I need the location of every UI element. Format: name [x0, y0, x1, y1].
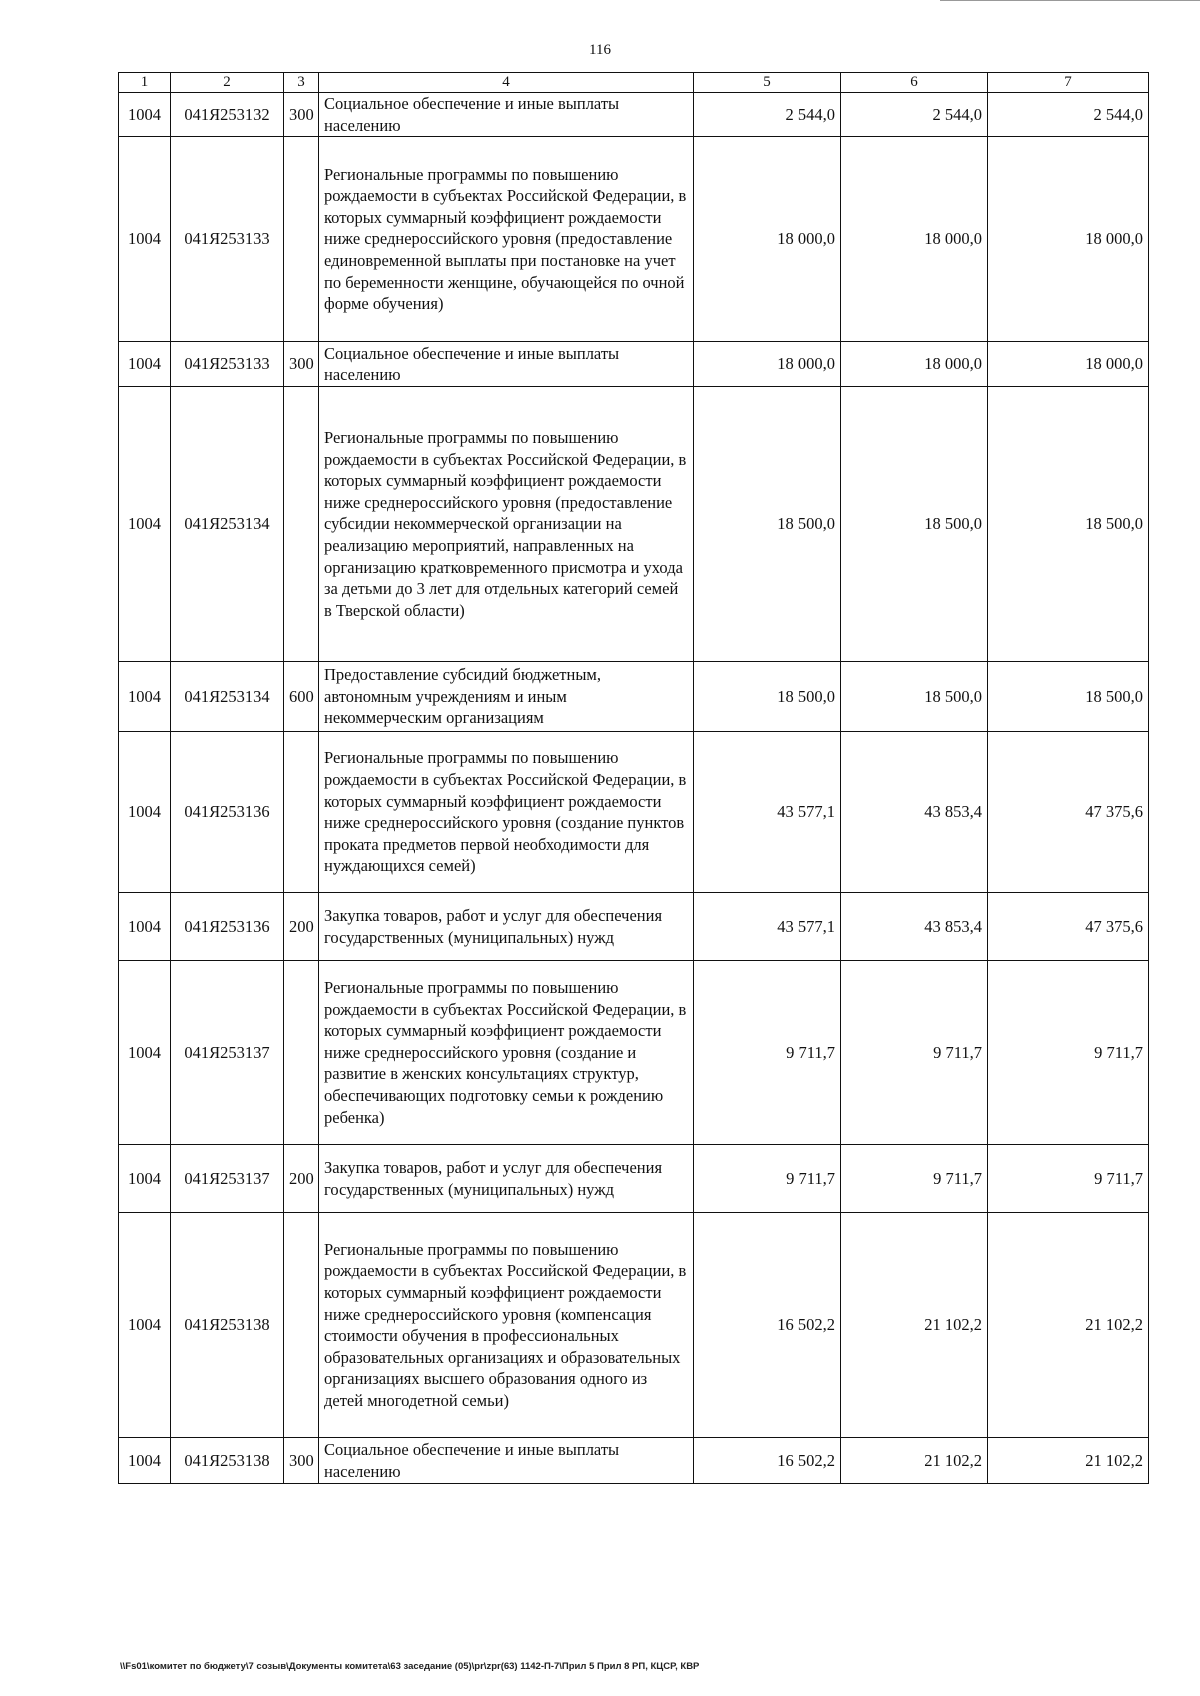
header-col-2: 2: [171, 73, 284, 93]
item-name: Закупка товаров, работ и услуг для обеспечения государственных (муниципальных) нужд: [319, 1145, 694, 1213]
item-name: Региональные программы по повышению рождаемости в субъектах Российской Федерации, в которых суммарный коэффициент рождаемости ниже среднероссийского уровня (компенсация стоимости обучения в профессиональных образовательных организациях и образовательных организациях высшего образования одного из детей многодетной семьи): [319, 1213, 694, 1438]
header-col-7: 7: [988, 73, 1149, 93]
section-code: 1004: [119, 961, 171, 1145]
amount-col-5: 18 000,0: [694, 342, 841, 387]
section-code: 1004: [119, 1145, 171, 1213]
expense-type-code: [284, 732, 319, 893]
amount-col-7: 18 500,0: [988, 387, 1149, 662]
amount-col-5: 18 500,0: [694, 662, 841, 732]
section-code: 1004: [119, 732, 171, 893]
amount-col-6: 43 853,4: [841, 893, 988, 961]
budget-table: [118, 72, 1149, 1484]
amount-col-6: 18 000,0: [841, 137, 988, 342]
item-name: Социальное обеспечение и иные выплаты населению: [319, 342, 694, 387]
item-name: Социальное обеспечение и иные выплаты населению: [319, 1438, 694, 1484]
table-row: [119, 893, 1149, 961]
amount-col-6: 21 102,2: [841, 1213, 988, 1438]
item-name: Региональные программы по повышению рождаемости в субъектах Российской Федерации, в которых суммарный коэффициент рождаемости ниже среднероссийского уровня (предоставление субсидии некоммерческой организации на реализацию мероприятий, направленных на организацию кратковременного присмотра и ухода за детьми до 3 лет для отдельных категорий семей в Тверской области): [319, 387, 694, 662]
header-col-1: 1: [119, 73, 171, 93]
amount-col-6: 43 853,4: [841, 732, 988, 893]
section-code: 1004: [119, 662, 171, 732]
header-col-3: 3: [284, 73, 319, 93]
target-article-code: 041Я253137: [171, 1145, 284, 1213]
target-article-code: 041Я253133: [171, 342, 284, 387]
target-article-code: 041Я253132: [171, 93, 284, 137]
target-article-code: 041Я253136: [171, 732, 284, 893]
amount-col-6: 2 544,0: [841, 93, 988, 137]
table-header: [119, 73, 1149, 93]
amount-col-7: 9 711,7: [988, 961, 1149, 1145]
section-code: 1004: [119, 387, 171, 662]
section-code: 1004: [119, 893, 171, 961]
footer-file-path: \\Fs01\комитет по бюджету\7 созыв\Документы комитета\63 заседание (05)\pr\zpr(63) 1142-П-7\Прил 5 Прил 8 РП, КЦСР, КВР: [120, 1661, 700, 1672]
table-row: [119, 1145, 1149, 1213]
amount-col-7: 21 102,2: [988, 1438, 1149, 1484]
item-name: Предоставление субсидий бюджетным, автономным учреждениям и иным некоммерческим организациям: [319, 662, 694, 732]
section-code: 1004: [119, 342, 171, 387]
expense-type-code: [284, 137, 319, 342]
header-col-5: 5: [694, 73, 841, 93]
item-name: Региональные программы по повышению рождаемости в субъектах Российской Федерации, в которых суммарный коэффициент рождаемости ниже среднероссийского уровня (создание пунктов проката предметов первой необходимости для нуждающихся семей): [319, 732, 694, 893]
expense-type-code: 600: [284, 662, 319, 732]
expense-type-code: 300: [284, 1438, 319, 1484]
amount-col-7: 47 375,6: [988, 893, 1149, 961]
table-body: [119, 93, 1149, 1484]
header-col-6: 6: [841, 73, 988, 93]
target-article-code: 041Я253136: [171, 893, 284, 961]
amount-col-5: 18 000,0: [694, 137, 841, 342]
table-row: [119, 137, 1149, 342]
item-name: Региональные программы по повышению рождаемости в субъектах Российской Федерации, в которых суммарный коэффициент рождаемости ниже среднероссийского уровня (создание и развитие в женских консультациях структур, обеспечивающих подготовку семьи к рождению ребенка): [319, 961, 694, 1145]
section-code: 1004: [119, 1213, 171, 1438]
amount-col-6: 18 000,0: [841, 342, 988, 387]
target-article-code: 041Я253134: [171, 387, 284, 662]
target-article-code: 041Я253138: [171, 1438, 284, 1484]
table-row: [119, 342, 1149, 387]
section-code: 1004: [119, 1438, 171, 1484]
section-code: 1004: [119, 137, 171, 342]
table-row: [119, 1213, 1149, 1438]
expense-type-code: 300: [284, 93, 319, 137]
amount-col-7: 47 375,6: [988, 732, 1149, 893]
item-name: Закупка товаров, работ и услуг для обеспечения государственных (муниципальных) нужд: [319, 893, 694, 961]
expense-type-code: [284, 961, 319, 1145]
table-row: [119, 732, 1149, 893]
table-row: [119, 387, 1149, 662]
amount-col-6: 21 102,2: [841, 1438, 988, 1484]
amount-col-7: 18 000,0: [988, 342, 1149, 387]
item-name: Региональные программы по повышению рождаемости в субъектах Российской Федерации, в которых суммарный коэффициент рождаемости ниже среднероссийского уровня (предоставление единовременной выплаты при постановке на учет по беременности женщине, обучающейся по очной форме обучения): [319, 137, 694, 342]
table-row: [119, 662, 1149, 732]
expense-type-code: 200: [284, 893, 319, 961]
header-row: [119, 73, 1149, 93]
amount-col-7: 9 711,7: [988, 1145, 1149, 1213]
item-name: Социальное обеспечение и иные выплаты населению: [319, 93, 694, 137]
expense-type-code: [284, 387, 319, 662]
amount-col-5: 18 500,0: [694, 387, 841, 662]
target-article-code: 041Я253134: [171, 662, 284, 732]
amount-col-5: 16 502,2: [694, 1213, 841, 1438]
expense-type-code: 200: [284, 1145, 319, 1213]
amount-col-5: 16 502,2: [694, 1438, 841, 1484]
amount-col-5: 43 577,1: [694, 893, 841, 961]
page-number: 116: [589, 42, 611, 58]
table-row: [119, 1438, 1149, 1484]
table-row: [119, 961, 1149, 1145]
amount-col-7: 21 102,2: [988, 1213, 1149, 1438]
scan-edge-line: [940, 0, 1200, 1]
amount-col-7: 18 000,0: [988, 137, 1149, 342]
amount-col-5: 2 544,0: [694, 93, 841, 137]
amount-col-6: 18 500,0: [841, 387, 988, 662]
section-code: 1004: [119, 93, 171, 137]
amount-col-7: 2 544,0: [988, 93, 1149, 137]
target-article-code: 041Я253133: [171, 137, 284, 342]
amount-col-5: 9 711,7: [694, 961, 841, 1145]
header-col-4: 4: [319, 73, 694, 93]
amount-col-6: 18 500,0: [841, 662, 988, 732]
table-row: [119, 93, 1149, 137]
expense-type-code: 300: [284, 342, 319, 387]
amount-col-5: 43 577,1: [694, 732, 841, 893]
amount-col-6: 9 711,7: [841, 961, 988, 1145]
target-article-code: 041Я253137: [171, 961, 284, 1145]
amount-col-5: 9 711,7: [694, 1145, 841, 1213]
amount-col-7: 18 500,0: [988, 662, 1149, 732]
target-article-code: 041Я253138: [171, 1213, 284, 1438]
expense-type-code: [284, 1213, 319, 1438]
amount-col-6: 9 711,7: [841, 1145, 988, 1213]
